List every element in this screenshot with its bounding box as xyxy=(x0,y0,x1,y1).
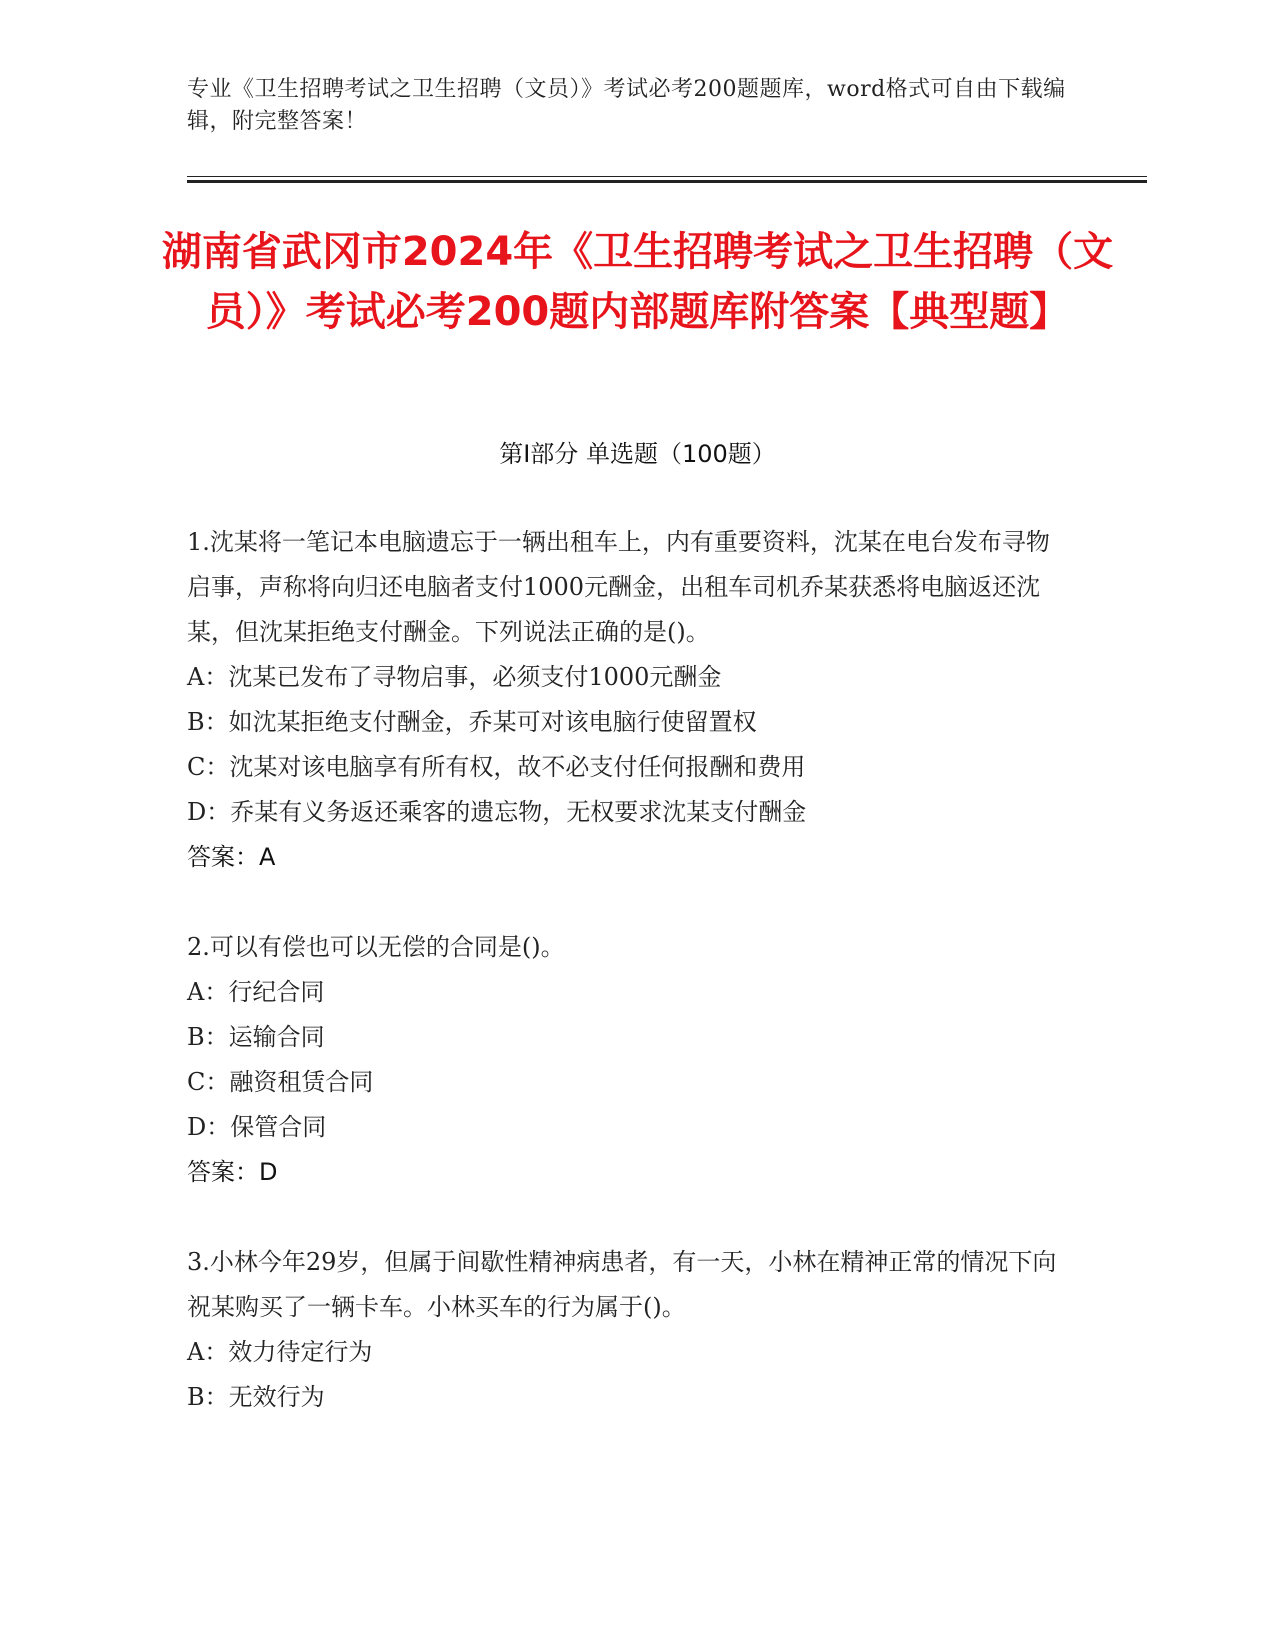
option-d: D：乔某有义务返还乘客的遗忘物，无权要求沈某支付酬金 xyxy=(187,798,807,826)
question-stem: 1.沈某将一笔记本电脑遗忘于一辆出租车上，内有重要资料，沈某在电台发布寻物启事，声称将向归还电脑者支付1000元酬金，出租车司机乔某获悉将电脑返还沈某，但沈某拒绝支付酬金。下列说法正确的是()。 xyxy=(187,528,1050,646)
option-b: B：无效行为 xyxy=(187,1383,325,1411)
question-list xyxy=(187,520,1067,1465)
question-stem: 2.可以有偿也可以无偿的合同是()。 xyxy=(187,933,565,961)
header-rule-thin xyxy=(187,176,1147,177)
option-c: C：沈某对该电脑享有所有权，故不必支付任何报酬和费用 xyxy=(187,753,806,781)
answer: 答案：A xyxy=(187,843,276,871)
header-note: 专业《卫生招聘考试之卫生招聘（文员）》考试必考200题题库，word格式可自由下载编辑，附完整答案！ xyxy=(187,77,1066,134)
question-3 xyxy=(187,1240,1067,1420)
header-rule-thick xyxy=(187,180,1147,183)
option-d: D：保管合同 xyxy=(187,1113,327,1141)
option-a: A：行纪合同 xyxy=(187,978,325,1006)
option-a: A：效力待定行为 xyxy=(187,1338,373,1366)
section-title: 第I部分 单选题（100题） xyxy=(499,440,776,468)
option-b: B：运输合同 xyxy=(187,1023,325,1051)
question-stem: 3.小林今年29岁，但属于间歇性精神病患者，有一天，小林在精神正常的情况下向祝某购买了一辆卡车。小林买车的行为属于()。 xyxy=(187,1248,1057,1321)
option-b: B：如沈某拒绝支付酬金，乔某可对该电脑行使留置权 xyxy=(187,708,757,736)
question-2 xyxy=(187,925,1067,1195)
document-title: 湖南省武冈市2024年《卫生招聘考试之卫生招聘（文员）》考试必考200题内部题库附答案【典型题】 xyxy=(161,229,1114,335)
option-a: A：沈某已发布了寻物启事，必须支付1000元酬金 xyxy=(187,663,722,691)
question-1 xyxy=(187,520,1067,880)
answer: 答案：D xyxy=(187,1158,278,1186)
option-c: C：融资租赁合同 xyxy=(187,1068,374,1096)
